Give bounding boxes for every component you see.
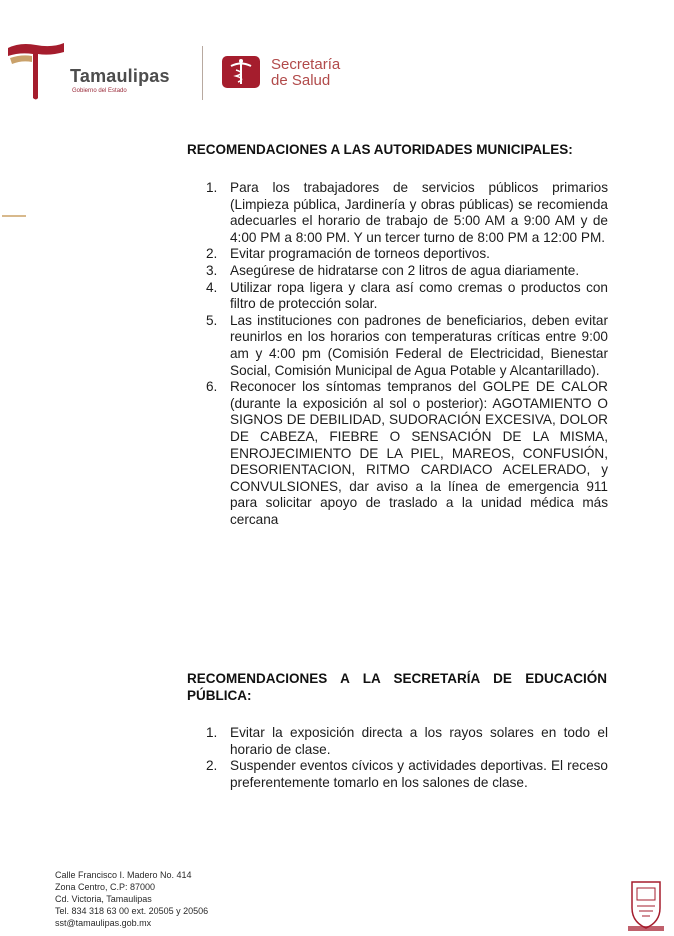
list-item-text: Evitar la exposición directa a los rayos solares en todo el horario de clase. xyxy=(230,725,608,757)
footer-phone: Tel. 834 318 63 00 ext. 20505 y 20506 xyxy=(55,906,209,916)
list-item xyxy=(204,379,608,528)
caduceus-icon xyxy=(222,56,260,88)
footer-address-line-2: Zona Centro, C.P: 87000 xyxy=(55,882,156,892)
section2-list xyxy=(204,725,608,791)
list-item xyxy=(204,725,608,758)
brand-block xyxy=(70,66,170,94)
list-item-text: Reconocer los síntomas tempranos del GOLPE DE CALOR (durante la exposición al sol o posterior): AGOTAMIENTO O SIGNOS DE DEBILIDAD, SUDORACIÓN EXCESIVA, DOLOR DE CABEZA, FIEBRE O SENSACIÓN DE LA MISMA, ENROJECIMIENTO DE LA PIEL, MAREOS, CONFUSIÓN, DESORIENTACION, RITMO CARDIACO ACELERADO, y CONVULSIONES, dar aviso a la línea de emergencia 911 para solicitar apoyo de traslado a la unidad médica más cercana xyxy=(230,379,608,527)
list-item-number: 6. xyxy=(206,379,218,395)
list-item-number: 3. xyxy=(206,262,218,278)
list-item xyxy=(204,758,608,791)
list-item-number: 1. xyxy=(206,180,218,195)
list-item-number: 4. xyxy=(206,279,218,295)
footer-address xyxy=(55,869,208,929)
footer-address-line-1: Calle Francisco I. Madero No. 414 xyxy=(55,870,192,880)
footer-city: Cd. Victoria, Tamaulipas xyxy=(55,894,152,904)
list-item-text: Utilizar ropa ligera y clara así como cremas o productos con filtro de protección solar. xyxy=(230,279,608,312)
list-item-number: 2. xyxy=(206,246,218,262)
tamaulipas-logo-icon xyxy=(6,40,66,102)
state-seal-icon xyxy=(626,878,666,932)
list-item-number: 5. xyxy=(206,312,218,328)
page-header xyxy=(0,0,674,120)
header-divider xyxy=(202,46,203,100)
list-item-text: Suspender eventos cívicos y actividades deportivas. El receso preferentemente tomarlo en los salones de clase. xyxy=(230,758,608,790)
section1-list xyxy=(204,180,608,528)
list-item-number: 2. xyxy=(206,758,218,774)
list-item xyxy=(204,313,608,379)
brand-name: Tamaulipas xyxy=(70,66,170,86)
list-item xyxy=(204,246,608,263)
list-item-text: Evitar programación de torneos deportivos. xyxy=(230,246,490,262)
secretaria-salud-label xyxy=(271,57,340,89)
list-item-text: Para los trabajadores de servicios públicos primarios (Limpieza pública, Jardinería y obras públicas) se recomienda adecuarles el horario de trabajo de 5:00 AM a 9:00 AM y de 4:00 PM a 8:00 PM. Y un tercer turno de 8:00 PM a 12:00 PM. xyxy=(230,180,608,245)
list-item-number: 1. xyxy=(206,725,218,740)
section2-title: RECOMENDACIONES A LA SECRETARÍA DE EDUCACIÓN PÚBLICA: xyxy=(187,671,607,703)
section1-title: RECOMENDACIONES A LAS AUTORIDADES MUNICIPALES: xyxy=(187,142,573,157)
margin-fold-mark xyxy=(2,215,26,217)
secretaria-line-1: Secretaría xyxy=(271,56,341,73)
list-item xyxy=(204,280,608,313)
list-item-text: Asegúrese de hidratarse con 2 litros de agua diariamente. xyxy=(230,262,580,278)
brand-subtitle: Gobierno del Estado xyxy=(72,88,127,94)
secretaria-line-2: de Salud xyxy=(271,72,331,89)
list-item xyxy=(204,263,608,280)
footer-email[interactable]: sst@tamaulipas.gob.mx xyxy=(55,918,152,928)
list-item xyxy=(204,180,608,246)
list-item-text: Las instituciones con padrones de beneficiarios, deben evitar reunirlos en los horarios con temperaturas críticas entre 9:00 am y 4:00 pm (Comisión Federal de Electricidad, Bienestar Social, Comisión Municipal de Agua Potable y Alcantarillado). xyxy=(230,312,608,378)
